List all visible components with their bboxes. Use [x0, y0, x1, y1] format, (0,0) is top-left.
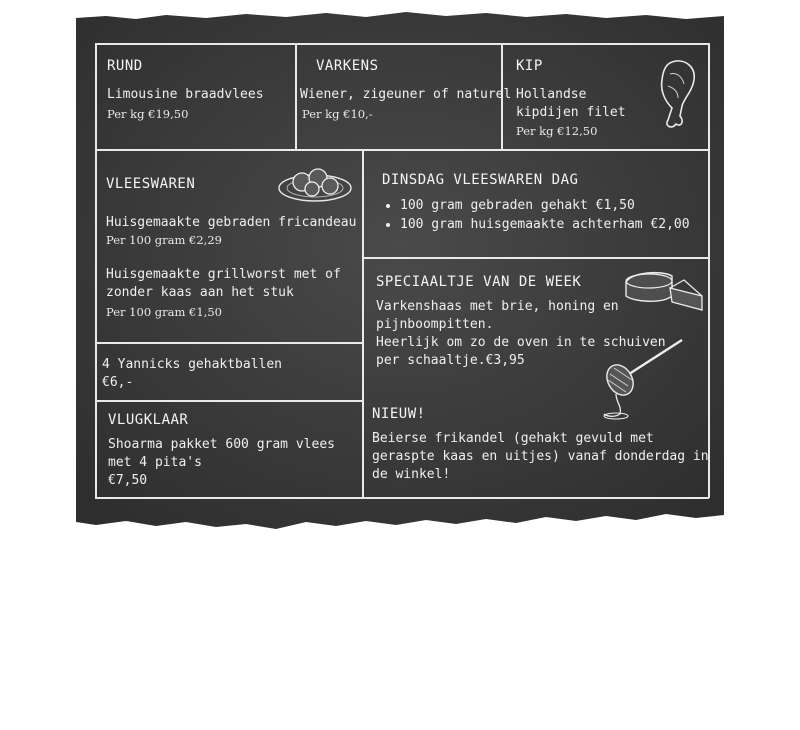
dinsdag-item: • 100 gram gebraden gehakt €1,50 [400, 196, 690, 215]
section-dinsdag [382, 172, 690, 234]
vleeswaren-item2-line2: zonder kaas aan het stuk [106, 285, 294, 300]
vleeswaren-title: VLEESWAREN [106, 176, 196, 192]
frame-top [95, 43, 709, 45]
vleeswaren-item1-price: Per 100 gram €2,29 [106, 233, 222, 247]
divider-center [362, 149, 364, 498]
varkens-price: Per kg €10,- [302, 107, 373, 121]
speciaal-line4: per schaaltje.€3,95 [376, 353, 525, 368]
divider-row1 [95, 149, 709, 151]
dinsdag-title: DINSDAG VLEESWAREN DAG [382, 172, 579, 188]
rund-title: RUND [107, 58, 143, 74]
section-varkens [300, 58, 511, 122]
kip-item-line2: kipdijen filet [516, 105, 626, 120]
vlugklaar-line3: €7,50 [108, 473, 148, 488]
section-nieuw [372, 406, 709, 484]
speciaal-line1: Varkenshaas met brie, honing en [376, 299, 619, 314]
rund-price: Per kg €19,50 [107, 107, 189, 121]
nieuw-line2: geraspte kaas en uitjes) vanaf donderdag in [372, 449, 709, 464]
divider-left-1 [95, 342, 363, 344]
kip-price: Per kg €12,50 [516, 124, 598, 138]
meatball-plate-icon [276, 162, 354, 204]
divider-rund-varkens [295, 43, 297, 150]
speciaal-title: SPECIAALTJE VAN DE WEEK [376, 274, 582, 290]
rund-item: Limousine braadvlees [107, 87, 264, 102]
nieuw-line3: de winkel! [372, 467, 451, 482]
section-vlugklaar [108, 412, 335, 490]
vleeswaren-item2-line1: Huisgemaakte grillworst met of [106, 267, 341, 282]
divider-left-2 [95, 400, 363, 402]
vlugklaar-title: VLUGKLAAR [108, 412, 189, 428]
nieuw-title: NIEUW! [372, 406, 426, 422]
chalkboard-menu [76, 10, 724, 530]
vleeswaren-item1: Huisgemaakte gebraden fricandeau [106, 215, 357, 230]
vlugklaar-line1: Shoarma pakket 600 gram vlees [108, 437, 335, 452]
section-kip [516, 58, 626, 139]
dinsdag-item: • 100 gram huisgemaakte achterham €2,00 [400, 215, 690, 234]
section-rund [107, 58, 264, 122]
gehaktballen-line2: €6,- [102, 375, 134, 390]
frame-left [95, 43, 97, 498]
speciaal-line3: Heerlijk om zo de oven in te schuiven [376, 335, 666, 350]
nieuw-line1: Beierse frikandel (gehakt gevuld met [372, 431, 654, 446]
kip-title: KIP [516, 58, 543, 74]
frame-bottom [95, 497, 709, 499]
varkens-title: VARKENS [316, 58, 379, 74]
kip-item-line1: Hollandse [516, 87, 587, 102]
section-gehaktballen [102, 356, 282, 392]
divider-right-1 [362, 257, 709, 259]
cheese-icon [622, 266, 704, 312]
gehaktballen-line1: 4 Yannicks gehaktballen [102, 357, 283, 372]
vlugklaar-line2: met 4 pita's [108, 455, 202, 470]
varkens-item: Wiener, zigeuner of naturel [300, 87, 512, 102]
dinsdag-list [382, 196, 690, 234]
vleeswaren-item2-price: Per 100 gram €1,50 [106, 305, 222, 319]
chicken-leg-icon [656, 58, 700, 132]
speciaal-line2: pijnboompitten. [376, 317, 494, 332]
